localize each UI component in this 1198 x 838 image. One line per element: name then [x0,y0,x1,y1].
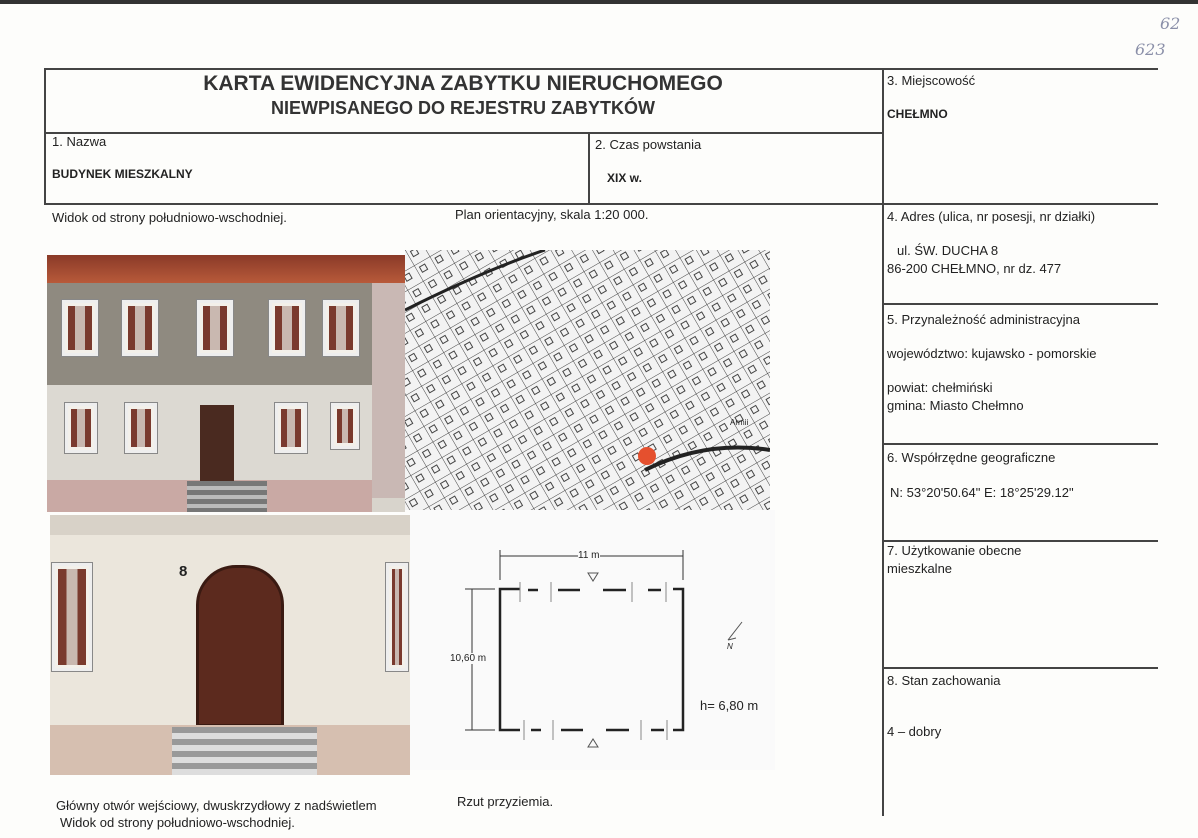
plan-width-label: 11 m [578,550,600,561]
map-street-label: Armii [730,418,749,427]
field-value-nazwa: BUDYNEK MIESZKALNY [52,167,193,181]
document-subtitle: NIEWPISANEGO DO REJESTRU ZABYTKÓW [270,98,656,118]
floor-plan [410,510,775,770]
field-value-powiat: powiat: chełmiński [887,380,993,395]
location-marker [638,447,656,465]
field-label-przynaleznosc: 5. Przynależność administracyjna [887,312,1080,327]
field-label-adres: 4. Adres (ulica, nr posesji, nr działki) [887,209,1096,224]
entrance-photo [50,515,410,775]
field-value-czas: XIX w. [607,171,642,185]
frame-line [44,68,1158,70]
field-label-stan: 8. Stan zachowania [887,673,1001,688]
house-number: 8 [179,563,188,580]
caption-widok: Widok od strony południowo-wschodniej. [52,210,287,225]
frame-line [882,303,1158,305]
frame-line [588,132,590,204]
frame-line [882,68,884,816]
facade-photo [47,255,405,512]
field-value-wspolrzedne: N: 53°20'50.64" E: 18°25'29.12" [890,485,1074,500]
field-label-miejscowosc: 3. Miejscowość [887,73,976,88]
caption-otwor: Główny otwór wejściowy, dwuskrzydłowy z nadświetlem [56,798,377,813]
field-value-stan: 4 – dobry [887,724,942,739]
scan-edge [0,0,1198,4]
plan-length-label: 10,60 m [450,653,487,664]
field-label-uzytkowanie: 7. Użytkowanie obecne [887,543,1022,558]
field-value-adres-street: ul. ŚW. DUCHA 8 [897,243,999,258]
caption-otwor-widok: Widok od strony południowo-wschodniej. [60,815,295,830]
field-value-miejscowosc: CHEŁMNO [887,107,948,121]
document-title: KARTA EWIDENCYJNA ZABYTKU NIERUCHOMEGO [203,72,723,95]
frame-line [882,667,1158,669]
north-arrow-icon: N [727,642,733,651]
caption-plan: Plan orientacyjny, skala 1:20 000. [455,207,649,222]
orientation-map [405,250,770,510]
field-value-adres-city: 86-200 CHEŁMNO, nr dz. 477 [887,261,1062,276]
field-value-wojewodztwo: województwo: kujawsko - pomorskie [887,346,1097,361]
field-label-wspolrzedne: 6. Współrzędne geograficzne [887,450,1056,465]
entrance-door [196,565,284,727]
caption-rzut: Rzut przyziemia. [457,794,554,809]
handwritten-note: 62 [1160,14,1181,33]
frame-line [882,540,1158,542]
field-value-gmina: gmina: Miasto Chełmno [887,398,1024,413]
frame-line [44,203,1158,205]
field-label-nazwa: 1. Nazwa [52,134,107,149]
field-value-uzytkowanie: mieszkalne [887,561,953,576]
frame-line [882,443,1158,445]
handwritten-number: 623 [1135,40,1166,59]
frame-line [44,132,882,134]
plan-height-label: h= 6,80 m [700,698,759,713]
field-label-czas: 2. Czas powstania [595,137,702,152]
